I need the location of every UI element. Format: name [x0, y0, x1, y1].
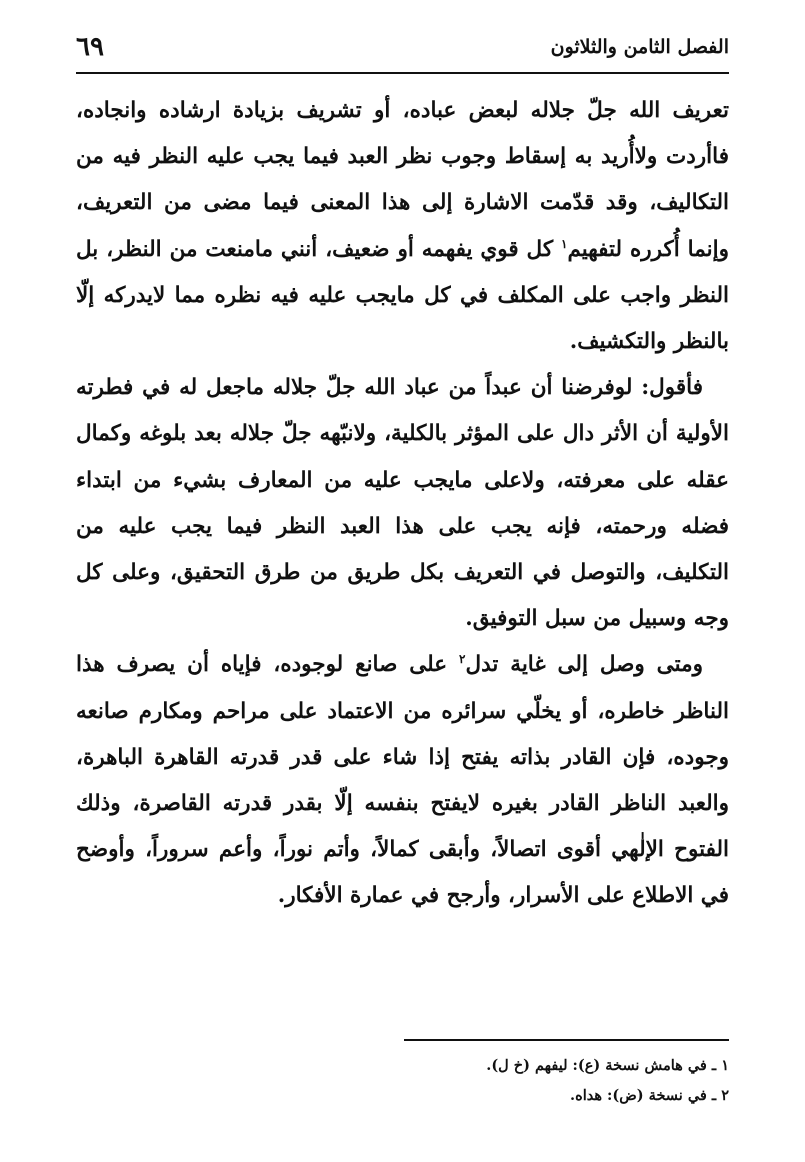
page-number: ٦٩: [76, 32, 104, 62]
paragraph-1-text-a: تعريف الله جلّ جلاله لبعض عباده، أو تشريف بزيادة ارشاده وانجاده، فاأردت ولاأُريد به إسقاط وجوب نظر العبد فيما يجب عليه النظر فيه من التكاليف، وقد قدّمت الاشارة إلى هذا المعنى فيما مضى من التعريف، وإنما أُكرره لتفهيم: [76, 98, 730, 262]
paragraph-2-text: فأقول: لوفرضنا أن عبداً من عباد الله جلّ جلاله ماجعل له في فطرته الأولية أن الأثر دال على المؤثر بالكلية، ولانبّهه جلّ جلاله بعد بلوغه وكمال عقله على معرفته، ولاعلى مايجب عليه من المعارف بشيء من ابتداء فضله ورحمته، فإنه يجب على هذا العبد النظر فيما يجب عليه من التكليف، والتوصل في التعريف بكل طريق من طرق التحقيق، وعلى كل وجه وسبيل من سبل التوفيق.: [76, 375, 729, 632]
paragraph-1-text-b: كل قوي يفهمه أو ضعيف، أنني مامنعت من النظر، بل النظر واجب على المكلف في كل مايجب عليه فيه نظره مما لايدركه إلّا بالنظر والتكشيف.: [76, 236, 729, 355]
paragraph-2: [76, 365, 729, 642]
paragraph-3-text-a: ومتى وصل إلى غاية تدل: [465, 652, 703, 678]
footnote-ref-1: ١: [561, 236, 568, 251]
footnotes: [76, 1039, 729, 1111]
main-text: [76, 88, 729, 920]
paragraph-1: [76, 88, 729, 365]
running-header: [76, 22, 729, 74]
footnote-ref-2: ٢: [459, 652, 466, 667]
footnote-1: ١ ـ في هامش نسخة (ع): ليفهم (خ ل).: [486, 1057, 729, 1074]
footnote-2: ٢ ـ في نسخة (ض): هداه.: [570, 1087, 729, 1104]
chapter-title: الفصل الثامن والثلاثون: [550, 36, 729, 58]
paragraph-3-text-b: على صانع لوجوده، فإياه أن يصرف هذا الناظر خاطره، أو يخلّي سرائره من الاعتماد على مراحم ومكارم صانعه وجوده، فإن القادر بذاته يفتح إذا شاء على قدر قدرته القاهرة الباهرة، والعبد الناظر القادر بغيره لايفتح بنفسه إلّا بقدر قدرته القاصرة، وذلك الفتوح الإلٰهي أقوى اتصالاً، وأبقى كمالاً، وأتم نوراً، وأعم سروراً، وأوضح في الاطلاع على الأسرار، وأرجح في عمارة الأفكار.: [76, 652, 729, 909]
paragraph-3: [76, 642, 729, 919]
footnote-divider: [404, 1039, 729, 1041]
